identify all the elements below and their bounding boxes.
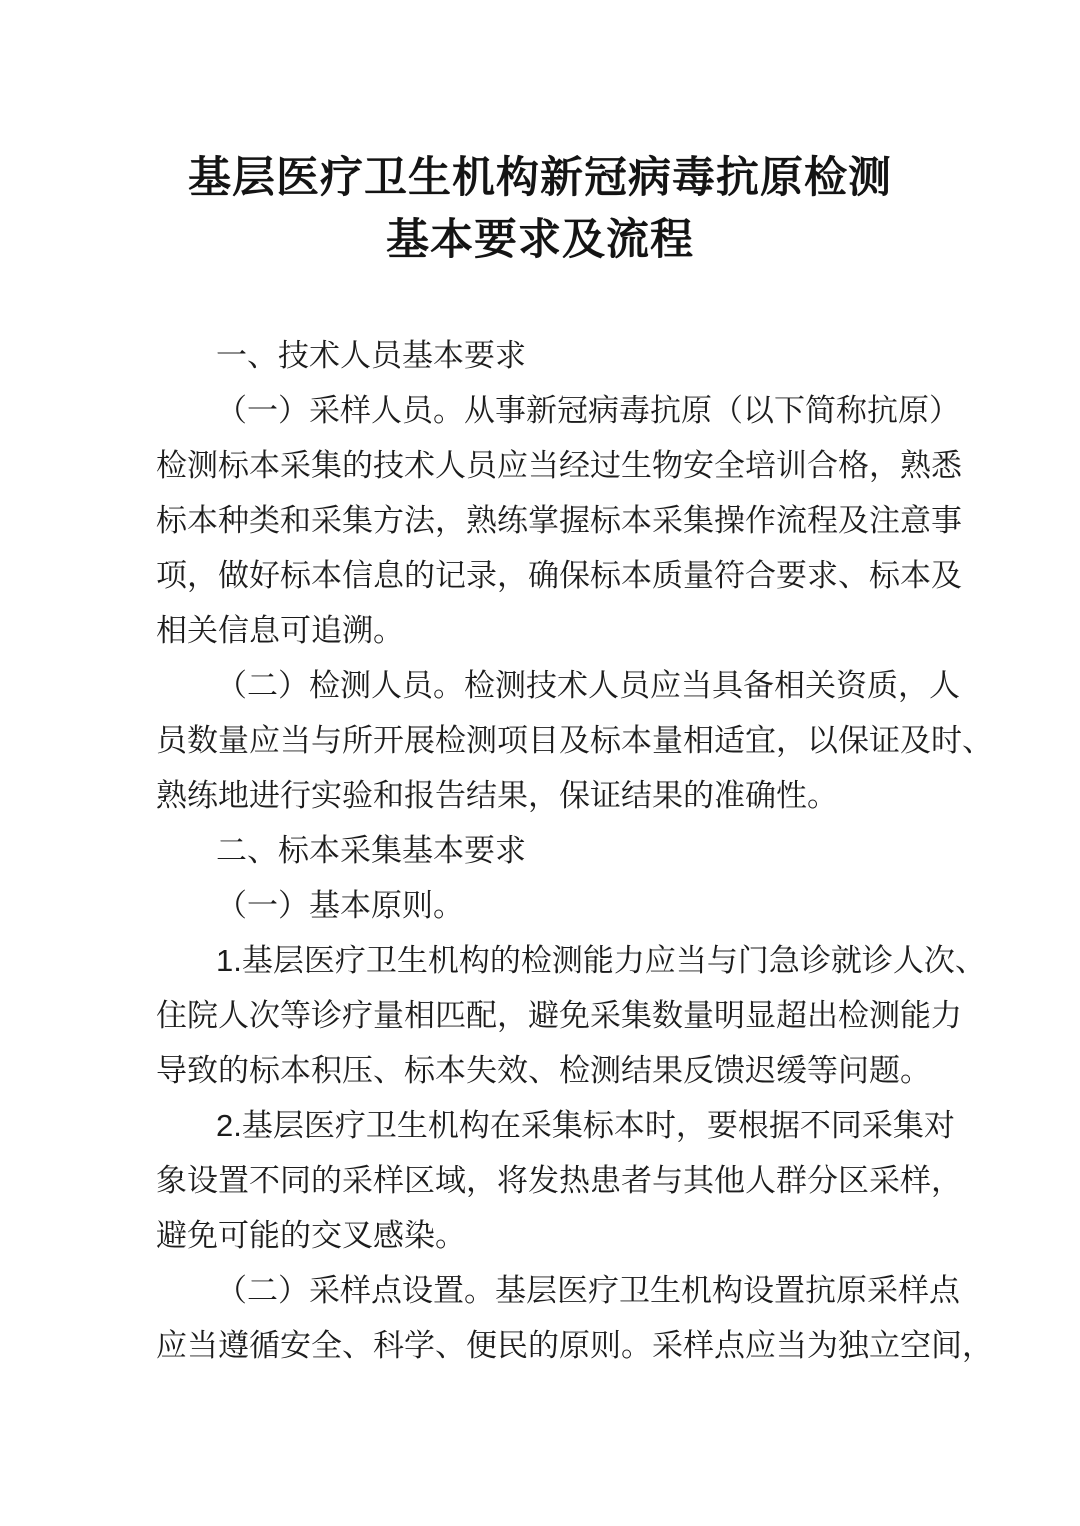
text-line: 一、技术人员基本要求 xyxy=(216,338,526,373)
text-line: 应当遵循安全、科学、便民的原则。采样点应当为独立空间， xyxy=(156,1328,993,1363)
document-title xyxy=(0,0,1080,272)
text-line: （一）采样人员。从事新冠病毒抗原（以下简称抗原） xyxy=(216,393,960,428)
text-line: 2.基层医疗卫生机构在采集标本时，要根据不同采集对 xyxy=(216,1108,955,1143)
text-line: 住院人次等诊疗量相匹配，避免采集数量明显超出检测能力 xyxy=(156,998,962,1033)
document-title-line-1: 基层医疗卫生机构新冠病毒抗原检测 xyxy=(188,155,892,202)
text-line: （二）检测人员。检测技术人员应当具备相关资质，人 xyxy=(216,668,960,703)
text-line: 1.基层医疗卫生机构的检测能力应当与门急诊就诊人次、 xyxy=(216,943,986,978)
text-line: 标本种类和采集方法，熟练掌握标本采集操作流程及注意事 xyxy=(156,503,962,538)
text-line: 员数量应当与所开展检测项目及标本量相适宜，以保证及时、 xyxy=(156,723,993,758)
text-line: 相关信息可追溯。 xyxy=(156,613,404,648)
text-line: 避免可能的交叉感染。 xyxy=(156,1218,466,1253)
text-line: 熟练地进行实验和报告结果，保证结果的准确性。 xyxy=(156,778,838,813)
text-line: （二）采样点设置。基层医疗卫生机构设置抗原采样点 xyxy=(216,1273,960,1308)
text-line: 象设置不同的采样区域，将发热患者与其他人群分区采样， xyxy=(156,1163,962,1198)
text-line: 导致的标本积压、标本失效、检测结果反馈迟缓等问题。 xyxy=(156,1053,931,1088)
text-line: 项，做好标本信息的记录，确保标本质量符合要求、标本及 xyxy=(156,558,962,593)
text-line: （一）基本原则。 xyxy=(216,888,464,923)
document-body xyxy=(156,328,993,1373)
text-line: 二、标本采集基本要求 xyxy=(216,833,526,868)
document-title-line-2: 基本要求及流程 xyxy=(386,217,694,264)
text-line: 检测标本采集的技术人员应当经过生物安全培训合格，熟悉 xyxy=(156,448,962,483)
